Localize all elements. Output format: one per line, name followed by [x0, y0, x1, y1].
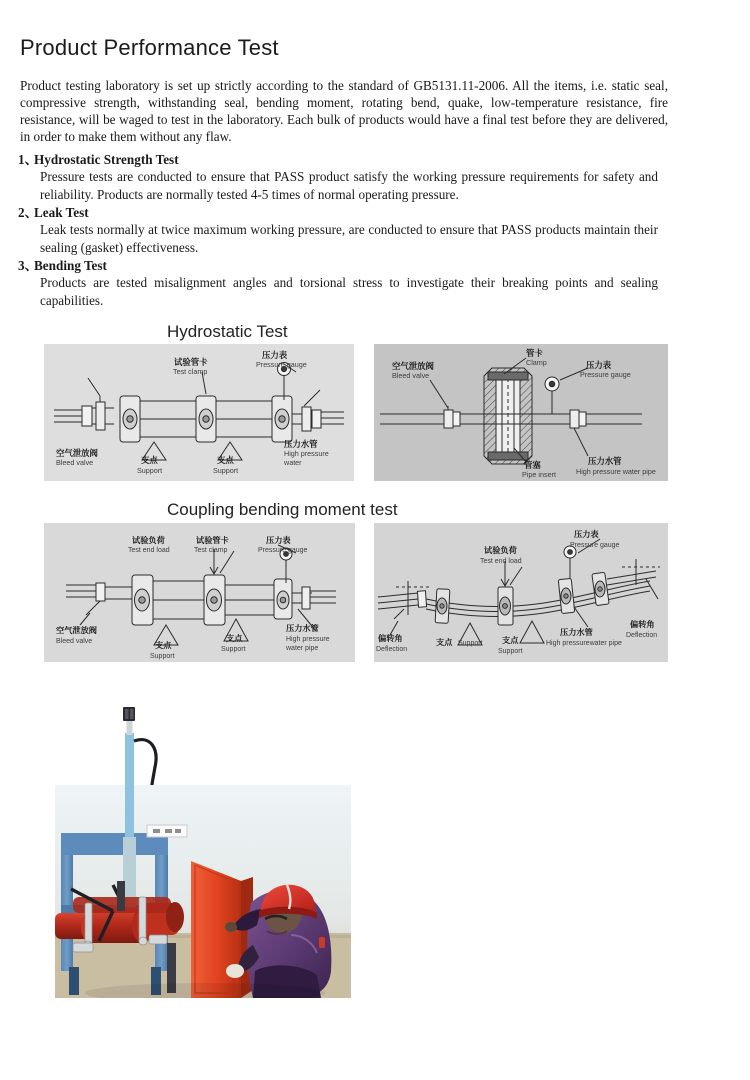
svg-text:Bleed valve: Bleed valve	[56, 638, 93, 645]
svg-text:High pressurewater pipe: High pressurewater pipe	[546, 640, 622, 647]
svg-text:压力水管: 压力水管	[588, 456, 622, 466]
svg-text:支点: 支点	[436, 638, 453, 647]
intro-paragraph: Product testing laboratory is set up strictly according to the standard of GB5131.11-2006. All the items, i.e. static seal, compressive strength, withstanding seal, bending moment, rotating bend, quake, low-temperature resistance, fire resistance, will be waged to test in the laboratory. Each bulk of products would have a final test before they are delivered, in order to make them without any flaw.	[20, 78, 668, 145]
test-heading	[18, 151, 658, 168]
svg-text:Test clamp: Test clamp	[194, 547, 228, 554]
svg-text:High pressure water pipe: High pressure water pipe	[576, 467, 656, 476]
bending-test-diagram-left	[44, 523, 355, 662]
test-heading	[18, 204, 658, 221]
list-item	[18, 204, 658, 256]
svg-text:压力表: 压力表	[266, 536, 291, 545]
svg-text:支点: 支点	[141, 455, 158, 465]
svg-text:Test clamp: Test clamp	[173, 367, 208, 376]
svg-text:Bleed valve: Bleed valve	[56, 458, 94, 467]
list-item	[18, 151, 658, 203]
svg-text:Pressure gauge: Pressure gauge	[570, 542, 620, 549]
svg-text:water pipe: water pipe	[286, 645, 319, 652]
svg-text:压力水管: 压力水管	[560, 628, 593, 637]
svg-text:water: water	[284, 458, 302, 467]
test-description: Pressure tests are conducted to ensure that PASS product satisfy the working pressure requirements for safety and reliability. Products are normally tested 4-5 times of normal operating pressure.	[40, 169, 658, 202]
svg-text:Support: Support	[213, 466, 239, 475]
svg-text:支点: 支点	[502, 636, 519, 645]
svg-text:Support: Support	[150, 653, 175, 660]
svg-text:试验管卡: 试验管卡	[174, 357, 208, 367]
hydrostatic-test-diagram-right	[374, 344, 668, 481]
svg-text:空气泄放阀: 空气泄放阀	[56, 626, 97, 635]
test-number: 1、	[18, 152, 38, 167]
test-list	[18, 151, 658, 310]
test-heading	[18, 257, 658, 274]
svg-text:空气泄放阀: 空气泄放阀	[56, 448, 98, 458]
svg-text:Support: Support	[221, 646, 246, 653]
svg-text:High pressure: High pressure	[286, 636, 330, 643]
svg-text:压力表: 压力表	[586, 360, 612, 370]
svg-text:试验管卡: 试验管卡	[196, 536, 229, 545]
test-number: 3、	[18, 258, 38, 273]
test-name: Leak Test	[34, 205, 89, 220]
list-item	[18, 257, 658, 309]
svg-text:Clamp: Clamp	[526, 358, 547, 367]
svg-text:Deflection: Deflection	[376, 646, 408, 653]
svg-text:Support: Support	[458, 640, 483, 647]
test-rig-photo	[55, 785, 351, 998]
test-name: Bending Test	[34, 258, 107, 273]
svg-text:管塞: 管塞	[524, 460, 541, 470]
svg-text:Test end load: Test end load	[128, 547, 170, 554]
svg-text:Pressure gauge: Pressure gauge	[258, 547, 308, 554]
svg-text:Pressure gauge: Pressure gauge	[580, 370, 631, 379]
page-title: Product Performance Test	[20, 34, 279, 60]
svg-text:偏转角: 偏转角	[630, 620, 655, 629]
svg-text:Deflection: Deflection	[626, 632, 658, 639]
svg-text:High pressure: High pressure	[284, 449, 329, 458]
bending-test-title: Coupling bending moment test	[167, 500, 398, 519]
svg-text:空气泄放阀: 空气泄放阀	[392, 361, 434, 371]
svg-text:Support: Support	[137, 466, 163, 475]
test-description: Leak tests normally at twice maximum working pressure, are conducted to ensure that PASS products maintain their sealing (gasket) effectiveness.	[40, 222, 658, 255]
test-name: Hydrostatic Strength Test	[34, 152, 179, 167]
svg-text:压力表: 压力表	[262, 350, 288, 360]
svg-text:压力水管: 压力水管	[284, 439, 318, 449]
svg-text:管卡: 管卡	[526, 348, 543, 358]
hydrostatic-test-title: Hydrostatic Test	[167, 322, 288, 341]
svg-text:试验负荷: 试验负荷	[132, 536, 165, 545]
svg-text:支点: 支点	[155, 641, 172, 650]
svg-text:Test end load: Test end load	[480, 558, 522, 565]
svg-text:Bleed valve: Bleed valve	[392, 371, 430, 380]
test-description: Products are tested misalignment angles and torsional stress to investigate their breaking points and sealing capabilities.	[40, 275, 658, 308]
svg-text:Pipe insert: Pipe insert	[522, 470, 556, 479]
svg-text:压力表: 压力表	[574, 530, 599, 539]
svg-text:Support: Support	[498, 648, 523, 655]
svg-text:Pressure gauge: Pressure gauge	[256, 360, 307, 369]
svg-text:支点: 支点	[226, 634, 243, 643]
svg-text:试验负荷: 试验负荷	[484, 546, 517, 555]
hydrostatic-test-diagram-left	[44, 344, 354, 481]
svg-text:压力水管: 压力水管	[286, 624, 319, 633]
test-number: 2、	[18, 205, 38, 220]
svg-text:支点: 支点	[217, 455, 234, 465]
photo-overhang-fixture	[55, 705, 351, 795]
bending-test-diagram-right	[374, 523, 668, 662]
svg-text:偏转角: 偏转角	[378, 634, 403, 643]
